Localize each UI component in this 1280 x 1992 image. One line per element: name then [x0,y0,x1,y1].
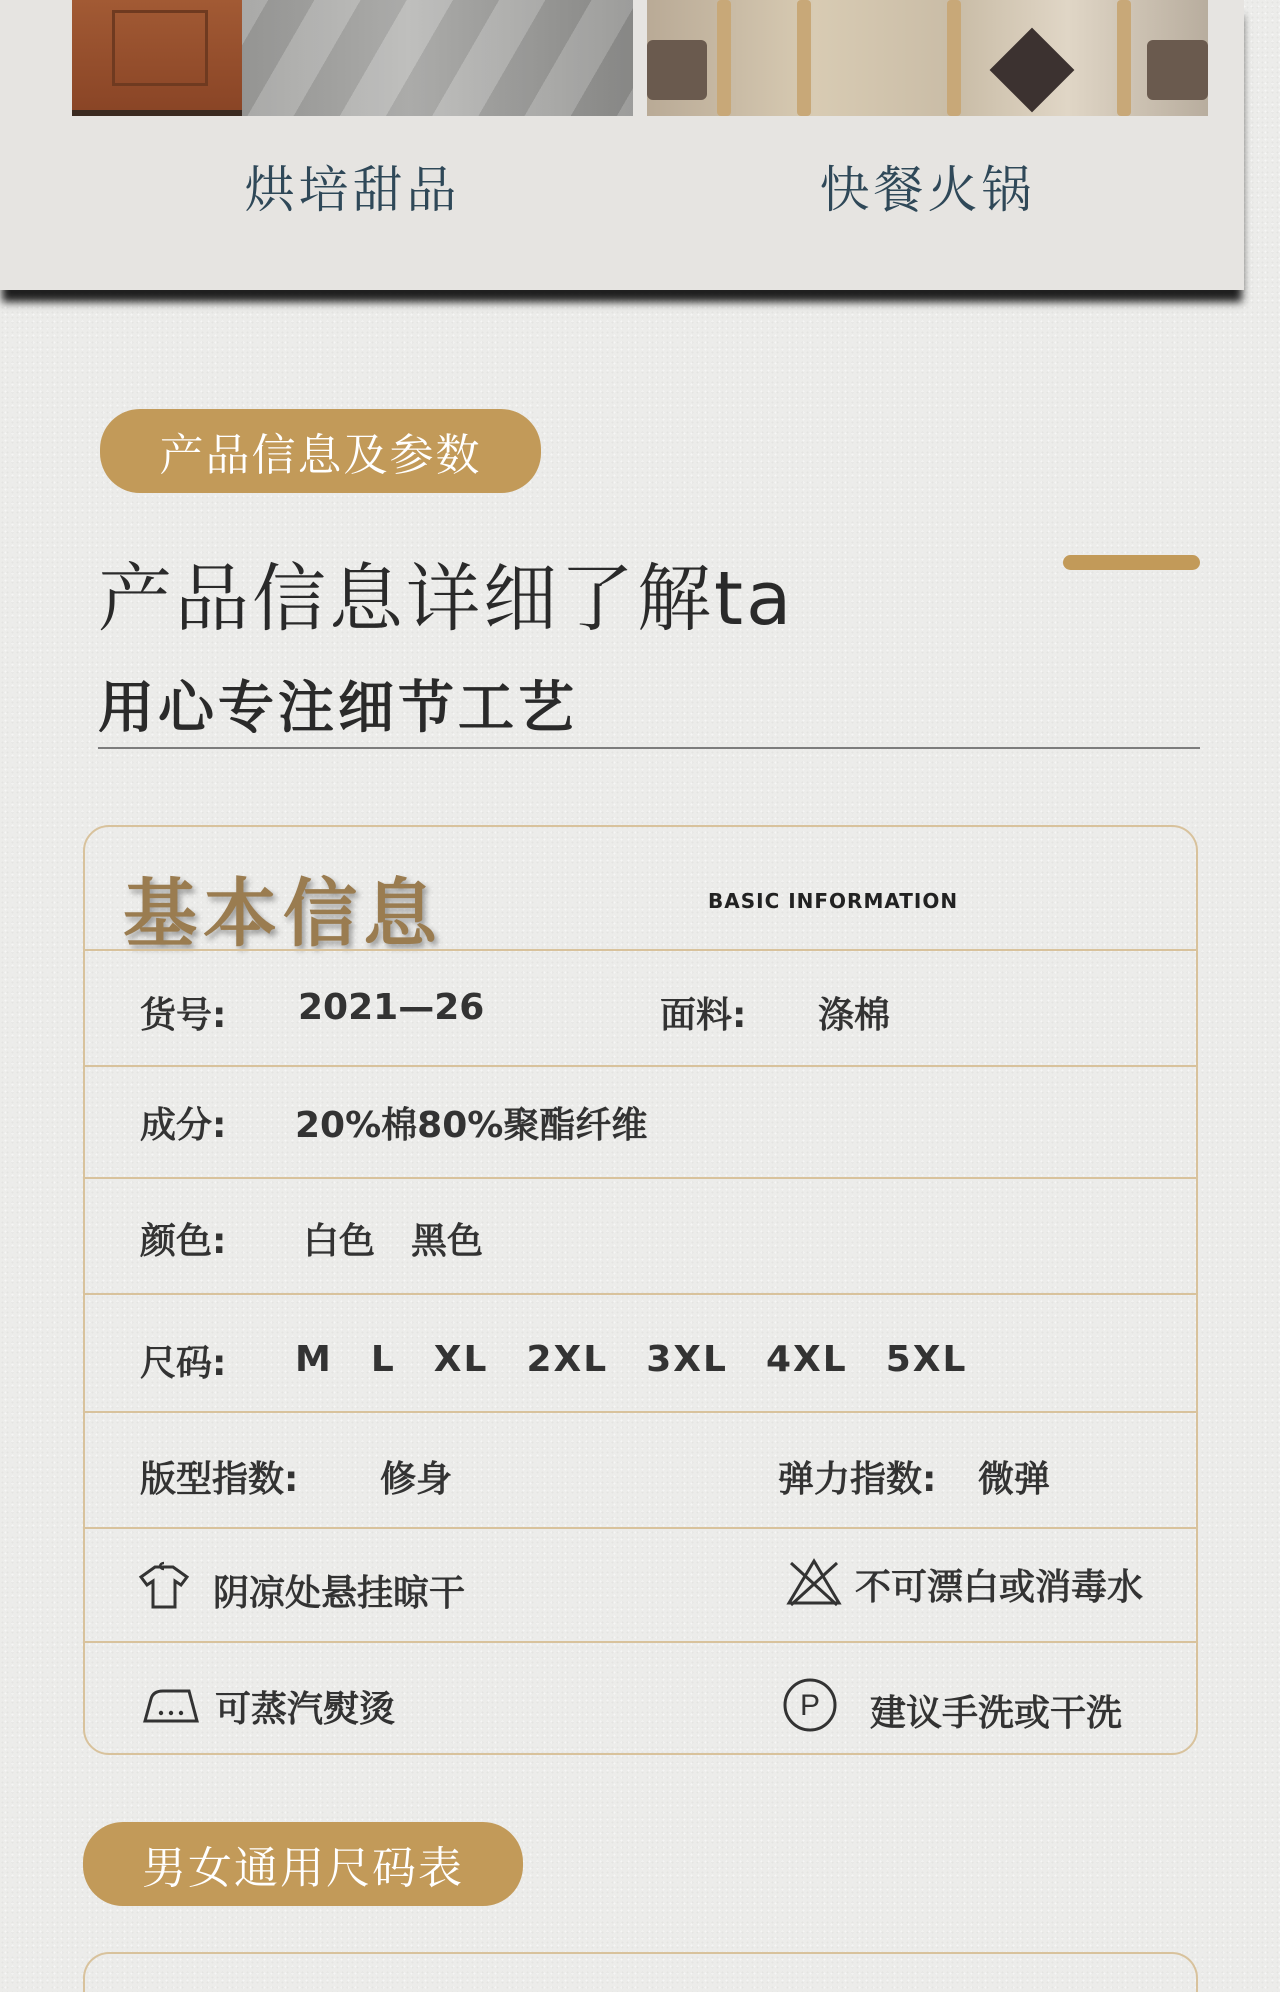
item-no-value: 2021—26 [298,987,485,1028]
table-row [85,1641,1196,1757]
steam-iron-icon [141,1685,201,1725]
stretch-value: 微弹 [978,1459,1051,1500]
fabric-label: 面料: [660,995,747,1036]
table-row [85,1293,1196,1413]
scene-card [0,0,1244,290]
table-row [85,1527,1196,1643]
fabric-value: 涤棉 [818,995,891,1036]
fastfood-label: 快餐火锅 [819,161,1036,219]
no-bleach-icon [785,1557,843,1607]
dry-clean-p-icon [782,1677,838,1733]
basic-info-title-en: BASIC INFORMATION [708,889,959,913]
basic-info-table [83,825,1198,1755]
basic-info-title: 基本信息 [123,871,443,957]
subtitle: 用心专注细节工艺 [98,675,578,741]
bakery-label: 烘培甜品 [244,161,461,219]
care-bleach-text: 不可漂白或消毒水 [855,1567,1144,1608]
care-wash-text: 建议手洗或干洗 [870,1693,1123,1734]
product-info-pill: 产品信息及参数 [100,409,541,493]
svg-text:P: P [799,1689,821,1722]
table-row [85,1065,1196,1179]
color-value: 白色 黑色 [303,1221,484,1262]
composition-value: 20%棉80%聚酯纤维 [295,1105,648,1146]
size-chart-frame [83,1952,1198,1992]
divider [98,747,1200,749]
care-iron-text: 可蒸汽熨烫 [215,1689,396,1730]
restaurant-scene-image [647,0,1208,116]
item-no-label: 货号: [140,995,227,1036]
table-row [85,1411,1196,1529]
size-value: M L XL 2XL 3XL 4XL 5XL [295,1339,968,1380]
gold-accent-bar [1063,555,1200,570]
fit-value: 修身 [380,1459,453,1500]
stretch-label: 弹力指数: [778,1459,937,1500]
composition-label: 成分: [140,1105,227,1146]
table-row [85,1177,1196,1295]
hang-dry-icon [137,1559,191,1613]
bakery-scene-image [72,0,633,116]
color-label: 颜色: [140,1221,227,1262]
table-row [85,949,1196,1067]
page-title: 产品信息详细了解ta [98,556,795,642]
size-chart-pill: 男女通用尺码表 [83,1822,523,1906]
fit-label: 版型指数: [140,1459,299,1500]
size-label: 尺码: [140,1343,227,1384]
care-hang-text: 阴凉处悬挂晾干 [213,1573,466,1614]
